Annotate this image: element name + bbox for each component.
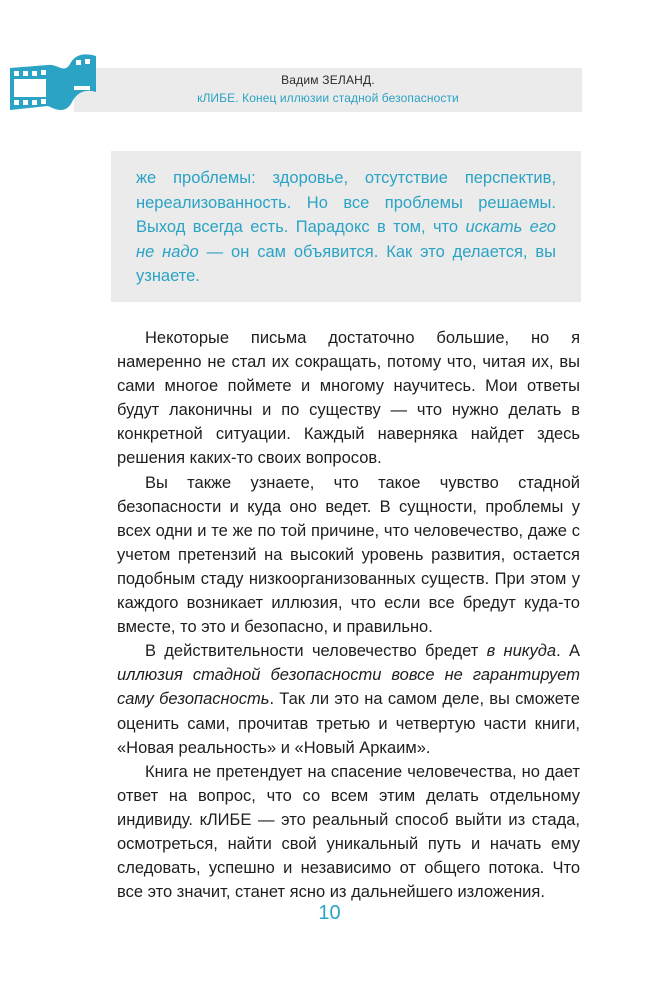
- header-author: Вадим ЗЕЛАНД.: [281, 73, 375, 87]
- paragraph-3-italic: в никуда: [486, 642, 557, 661]
- paragraph-1: Некоторые письма достаточно большие, но я намеренно не стал их сокращать, потому что, читая их, вы сами многое поймете и многому научитесь. Мои ответы будут лаконичны и по существу — что нужно делать в конкретной ситуации. Каждый наверняка найдет здесь решения каких-то своих вопросов.: [117, 329, 580, 468]
- body-text: [117, 326, 580, 904]
- quote-italic: искать его не надо: [136, 218, 556, 261]
- paragraph-3-italic: иллюзия стадной безопасности вовсе не гарантирует саму безопасность: [117, 666, 580, 709]
- quote-text: [136, 166, 556, 289]
- paragraph-3-fragment: . Так ли это на самом деле, вы сможете оценить сами, прочитав третью и четвертую части книги, «Новая реальность» и «Новый Аркаим».: [117, 690, 580, 757]
- quote-fragment: же проблемы: здоровье, отсутствие перспектив, нереализованность. Но все проблемы решаемы. Выход всегда есть. Парадокс в том, что: [136, 169, 556, 236]
- paragraph-3-fragment: . А: [556, 642, 580, 661]
- paragraph-3-fragment: В действительности человечество бредет: [145, 642, 487, 661]
- page-number: 10: [318, 902, 341, 924]
- quote-fragment: — он сам объявится. Как это делается, вы узнаете.: [136, 242, 556, 285]
- paragraph-2: Вы также узнаете, что такое чувство стадной безопасности и куда оно ведет. В сущности, проблемы у всех одни и те же по той причине, что человечество, даже с учетом претензий на высокий уровень развития, остается подобным стаду низкоорганизованных существ. При этом у каждого возникает иллюзия, что если все бредут куда-то вместе, то это и безопасно, и правильно.: [117, 473, 580, 637]
- paragraph-4: Книга не претендует на спасение человечества, но дает ответ на вопрос, что со всем этим делать отдельному индивиду. кЛИБЕ — это реальный способ выйти из стада, осмотреться, найти свой уникальный путь и начать ему следовать, успешно и независимо от общего потока. Что все это значит, станет ясно из дальнейшего изложения.: [117, 762, 580, 902]
- header-book-title: кЛИБЕ. Конец иллюзии стадной безопасности: [197, 91, 459, 105]
- paragraph-3: [117, 639, 580, 759]
